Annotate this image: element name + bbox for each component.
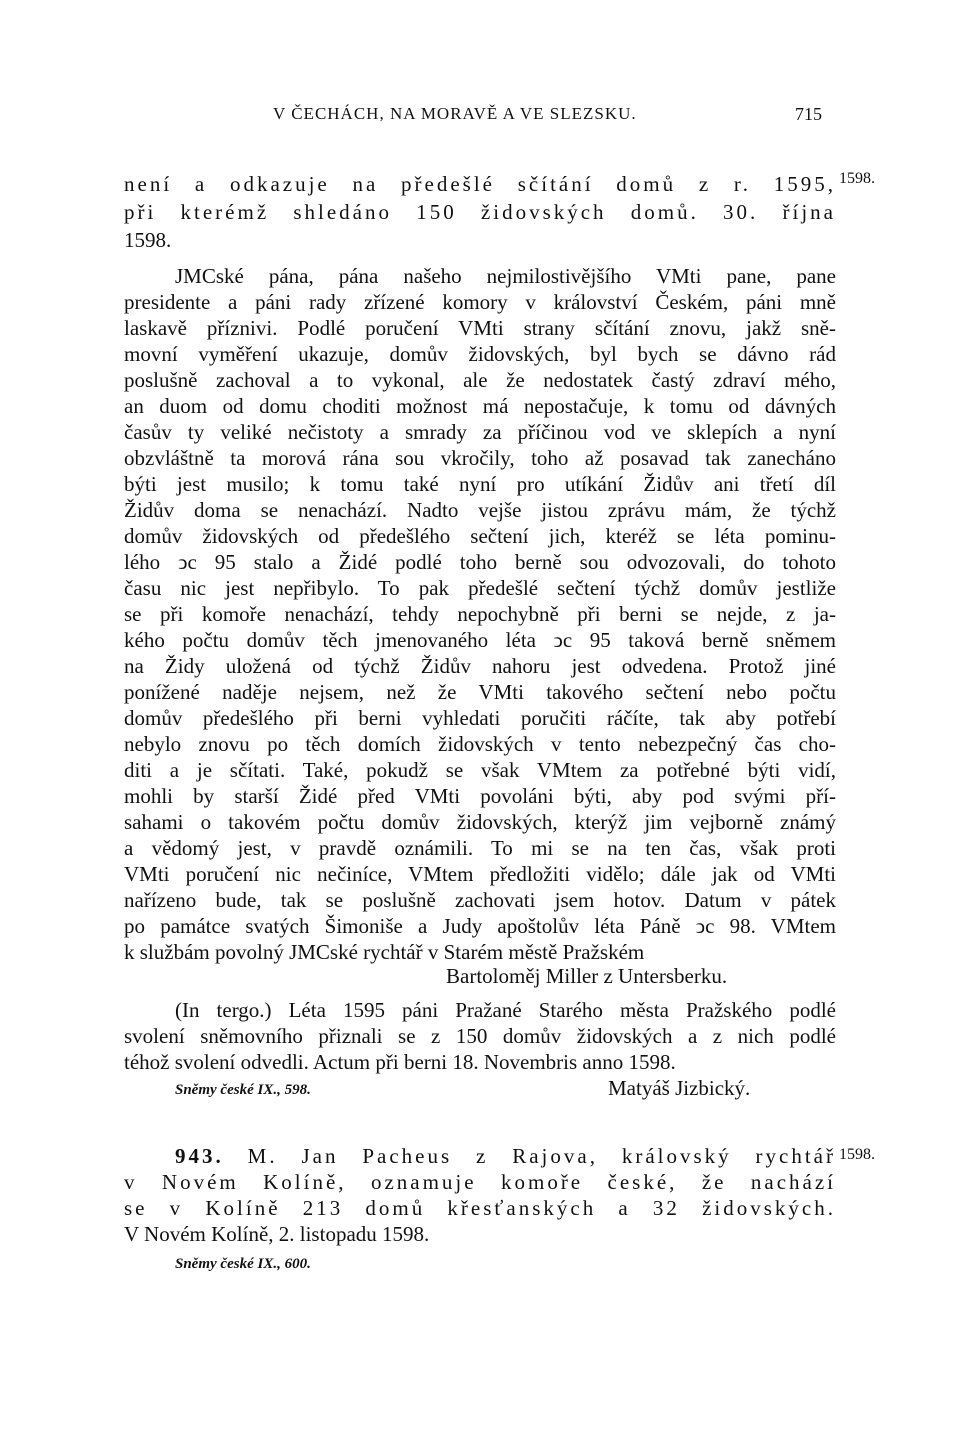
body-line: se při komoře nenachází, tehdy nepochybně při berni se nejde, z ja- <box>124 602 836 626</box>
body-line: sahami o takovém počtu domův židovských, kterýž jim vejborně známý <box>124 810 836 834</box>
body-line: poslušně zachoval a to vykonal, ale že nedostatek častý zdraví mého, <box>124 368 836 392</box>
entry-943-line-3: se v Kolíně 213 domů křesťanských a 32 židovských. <box>124 1196 836 1220</box>
body-line: movní vyměření ukazuje, domův židovských, byl bych se dávno rád <box>124 342 836 366</box>
body-line: VMti poručení nic nečiníce, VMtem předložiti vidělo; dále jak od VMti <box>124 862 836 886</box>
body-line: an duom od domu choditi možnost má nepostačuje, k tomu od dávných <box>124 394 836 418</box>
margin-date-note: 1598. <box>839 170 875 187</box>
source-citation: Sněmy české IX., 600. <box>175 1256 311 1272</box>
entry-number: 943. <box>175 1144 224 1168</box>
body-line: laskavě příznivi. Podlé poručení VMti strany sčítání znovu, jakž sně- <box>124 316 836 340</box>
body-line: po památce svatých Šimoniše a Judy apoštolův léta Páně ↄc 98. VMtem <box>124 914 836 938</box>
body-line: presidente a páni rady zřízené komory v království Českém, páni mně <box>124 290 836 314</box>
summary-line-2: při kterémž shledáno 150 židovských domů. 30. října <box>124 200 836 224</box>
tergo-line: téhož svolení odvedli. Actum při berni 18. Novembris anno 1598. <box>124 1050 676 1074</box>
body-line: časův ty veliké nečistoty a smrady za příčinou vod ve sklepích a nyní <box>124 420 836 444</box>
entry-943-line-2: v Novém Kolíně, oznamuje komoře české, že nachází <box>124 1170 836 1194</box>
page-number: 715 <box>795 104 822 124</box>
entry-943-line-4: V Novém Kolíně, 2. listopadu 1598. <box>124 1222 430 1246</box>
summary-date: 1598. <box>124 228 172 252</box>
body-line: lého ↄc 95 stalo a Židé podlé toho berně sou odvozovali, do tohoto <box>124 550 836 574</box>
body-line: na Židy uložená od týchž Židův nahoru jest odvedena. Protož jiné <box>124 654 836 678</box>
body-line: domův předešlého při berni vyhledati poručiti ráčíte, tak aby potřebí <box>124 706 836 730</box>
running-head: V ČECHÁCH, NA MORAVĚ A VE SLEZSKU. <box>273 104 637 123</box>
entry-943-line-1 <box>175 1142 836 1170</box>
body-line: času nic jest nepřibylo. To pak předešlé sečtení týchž domův jestliže <box>124 576 836 600</box>
summary-line-1: není a odkazuje na předešlé sčítání domů z r. 1595, <box>124 172 836 196</box>
tergo-line: (In tergo.) Léta 1595 páni Pražané Starého města Pražského podlé <box>175 998 836 1022</box>
body-line: obzvláštně ta morová rána sou vkročily, toho až posavad tak zanecháno <box>124 446 836 470</box>
entry-943-heading: M. Jan Pacheus z Rajova, královský rychtář <box>247 1144 836 1168</box>
body-line: JMCské pána, pána našeho nejmilostivějšího VMti pane, pane <box>175 264 836 288</box>
body-line: mohli by starší Židé před VMti povoláni býti, aby pod svými pří- <box>124 784 836 808</box>
body-line: Židův doma se nenachází. Nadto vejše jistou zprávu mám, že týchž <box>124 498 836 522</box>
signature-miller: Bartoloměj Miller z Untersberku. <box>446 964 728 988</box>
body-line: nařízeno bude, tak se poslušně zachovati jsem hotov. Datum v pátek <box>124 888 836 912</box>
body-line: nebylo znovu po těch domích židovských v tento nebezpečný čas cho- <box>124 732 836 756</box>
signature-jizbicky: Matyáš Jizbický. <box>608 1076 751 1100</box>
margin-date-note: 1598. <box>839 1146 875 1163</box>
source-citation: Sněmy české IX., 598. <box>175 1082 311 1098</box>
page-header <box>0 104 960 134</box>
tergo-line: svolení sněmovního přiznali se z 150 domův židovských a z nich podlé <box>124 1024 836 1048</box>
body-line: ponížené naděje nejsem, než že VMti takového sečtení nebo počtu <box>124 680 836 704</box>
body-line: diti a je sčítati. Také, pokudž se však VMtem za potřebné býti vidí, <box>124 758 836 782</box>
body-line: domův židovských od předešlého sečtení jich, kteréž se léta pominu- <box>124 524 836 548</box>
body-line: býti jest musilo; k tomu také nyní pro utíkání Židův ani třetí díl <box>124 472 836 496</box>
body-line-last: k službám povolný JMCské rychtář v Starém městě Pražském <box>124 940 645 964</box>
body-line: kého počtu domův těch jmenovaného léta ↄc 95 taková berně sněmem <box>124 628 836 652</box>
body-line: a vědomý jest, v pravdě oznámili. To mi se na ten čas, však proti <box>124 836 836 860</box>
